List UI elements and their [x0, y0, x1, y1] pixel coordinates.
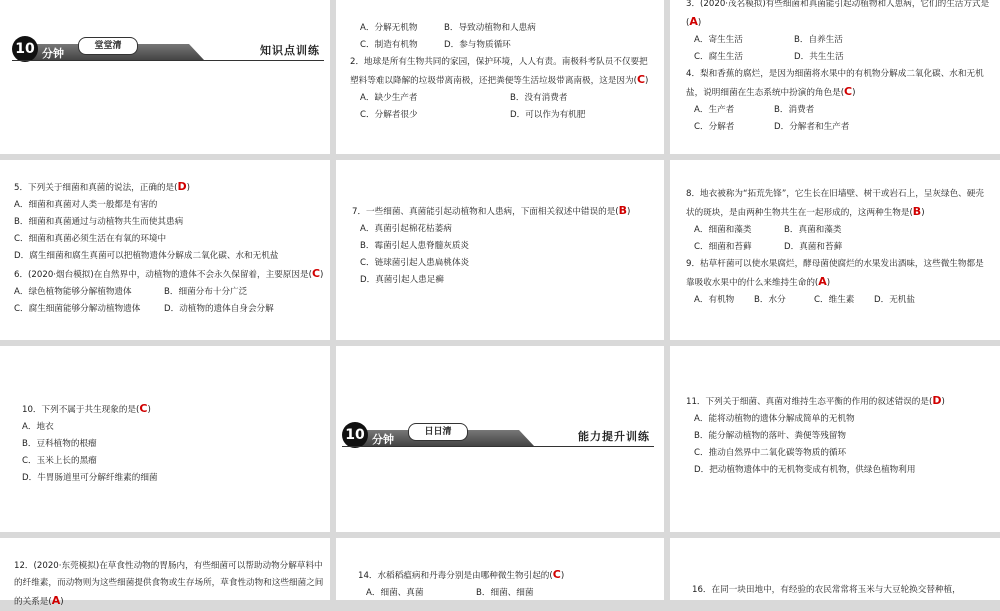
card-q11 [670, 346, 1000, 532]
q3-stem: 3．(2020·茂名模拟)有些细菌和真菌能引起动植物和人患病，它们的生活方式是(A) [686, 0, 990, 28]
q5-stem: 5．下列关于细菌和真菌的说法，正确的是(D) [14, 180, 191, 193]
banner-underline [342, 446, 654, 447]
q9-option-c: C．维生素 [814, 295, 855, 305]
card-q3-q4 [670, 0, 1000, 154]
q5-text: 5．下列关于细菌和真菌的说法，正确的是( [14, 183, 178, 193]
q3-option-a: A．寄生生活 [694, 35, 743, 45]
q2-option-b: B．没有消费者 [510, 93, 568, 103]
q2-stem: 2．地球是所有生物共同的家园，保护环境，人人有责。南极科考队员不仅要把塑料等难以降解的垃圾带离南极，还把粪便等生活垃圾带离南极，这是因为(C) [350, 57, 649, 86]
q6-answer: C [311, 267, 321, 280]
q3-option-d: D．共生生活 [794, 52, 844, 62]
q1-option-c: C．制造有机物 [360, 40, 418, 50]
q14-answer: C [552, 568, 561, 581]
q10-answer: C [139, 402, 148, 415]
q10-stem: 10．下列不属于共生现象的是(C) [22, 402, 151, 415]
q8-option-c: C．细菌和苔藓 [694, 242, 752, 252]
q8-stem: 8．地衣被称为“拓荒先锋”，它生长在旧墙壁、树干或岩石上，呈灰绿色、硬壳状的斑块，是由两种生物共生在一起形成的，这两种生物是(B) [686, 189, 984, 218]
section-banner-ability [342, 422, 654, 448]
q8-option-b: B．真菌和藻类 [784, 225, 842, 235]
card-q16 [670, 538, 1000, 600]
banner-title: 能力提升训练 [578, 430, 650, 443]
banner-tag: 日日清 [408, 423, 468, 441]
q1-option-d: D．参与物质循环 [444, 40, 511, 50]
q2-option-a: A．缺少生产者 [360, 93, 418, 103]
q9-text: 9．枯草杆菌可以使水果腐烂，酵母菌使腐烂的水果发出酒味，这些微生物都是靠吸收水果中的什么来维持生命的( [686, 259, 984, 288]
q16-stem: 16．在同一块田地中，有经验的农民常常将玉米与大豆轮换交替种植， [692, 585, 961, 595]
card-q12 [0, 538, 330, 607]
q7-answer: B [618, 204, 628, 217]
q7-stem: 7．一些细菌、真菌能引起动植物和人患病，下面相关叙述中错误的是(B) [352, 204, 631, 217]
q4-text: 4．梨和香蕉的腐烂，是因为细菌将水果中的有机物分解成二氧化碳、水和无机盐，说明细菌在生态系统中扮演的角色是( [686, 69, 984, 98]
q7-text: 7．一些细菌、真菌能引起动植物和人患病，下面相关叙述中错误的是( [352, 207, 619, 217]
q5-option-d: D．腐生细菌和腐生真菌可以把植物遗体分解成二氧化碳、水和无机盐 [14, 251, 279, 261]
banner-badge: 10 [12, 36, 38, 62]
card-q8-q9 [670, 160, 1000, 340]
q8-text: 8．地衣被称为“拓荒先锋”，它生长在旧墙壁、树干或岩石上，呈灰绿色、硬壳状的斑块，是由两种生物共生在一起形成的，这两种生物是( [686, 189, 984, 218]
q11-option-d: D．把动植物遗体中的无机物变成有机物，供绿色植物利用 [694, 465, 916, 475]
q3-text: 3．(2020·茂名模拟)有些细菌和真菌能引起动植物和人患病，它们的生活方式是( [686, 0, 990, 28]
q12-stem: 12．(2020·东莞模拟)在草食性动物的胃肠内，有些细菌可以帮助动物分解草料中的纤维素，而动物则为这些细菌提供食物或生存场所，草食性动物和这些细菌之间的关系是(A) [14, 561, 324, 607]
card-q7 [336, 160, 664, 340]
card-ability-banner [336, 346, 664, 532]
q9-option-b: B．水分 [754, 295, 786, 305]
banner-badge: 10 [342, 422, 368, 448]
q10-text: 10．下列不属于共生现象的是( [22, 405, 140, 415]
banner-underline [12, 60, 324, 61]
q10-option-c: C．玉米上长的黑瘤 [22, 456, 97, 466]
q2-text: 2．地球是所有生物共同的家园，保护环境，人人有责。南极科考队员不仅要把塑料等难以降解的垃圾带离南极，还把粪便等生活垃圾带离南极，这是因为( [350, 57, 648, 86]
q1-option-b: B．导致动植物和人患病 [444, 23, 536, 33]
q11-option-b: B．能分解动植物的落叶、粪便等残留物 [694, 431, 846, 441]
q10-option-d: D．牛胃肠道里可分解纤维素的细菌 [22, 473, 158, 483]
q11-answer: D [932, 394, 942, 407]
q9-option-d: D．无机盐 [874, 295, 915, 305]
q1-option-a: A．分解无机物 [360, 23, 418, 33]
banner-unit: 分钟 [42, 47, 64, 60]
q9-answer: A [818, 275, 827, 288]
q14-text: 14．水稻稻瘟病和丹毒分别是由哪种微生物引起的( [358, 571, 553, 581]
q12-text: 12．(2020·东莞模拟)在草食性动物的胃肠内，有些细菌可以帮助动物分解草料中的纤维素，而动物则为这些细菌提供食物或生存场所，草食性动物和这些细菌之间的关系是( [14, 561, 324, 607]
q7-option-a: A．真菌引起棉花枯萎病 [360, 224, 452, 234]
card-q14 [336, 538, 664, 600]
q4-stem: 4．梨和香蕉的腐烂，是因为细菌将水果中的有机物分解成二氧化碳、水和无机盐，说明细菌在生态系统中扮演的角色是(C) [686, 69, 984, 98]
q8-answer: B [912, 205, 922, 218]
q5-option-a: A．细菌和真菌对人类一般都是有害的 [14, 200, 158, 210]
q2-option-d: D．可以作为有机肥 [510, 110, 586, 120]
q2-option-c: C．分解者很少 [360, 110, 418, 120]
card-q5-q6 [0, 160, 330, 340]
q14-option-b: B．细菌、细菌 [476, 588, 534, 598]
banner-unit: 分钟 [372, 433, 394, 446]
q7-option-b: B．霉菌引起人患脊髓灰质炎 [360, 241, 470, 251]
q11-option-a: A．能将动植物的遗体分解成简单的无机物 [694, 414, 855, 424]
q11-text: 11．下列关于细菌、真菌对维持生态平衡的作用的叙述错误的是( [686, 397, 933, 407]
q14-option-a: A．细菌、真菌 [366, 588, 424, 598]
q9-stem: 9．枯草杆菌可以使水果腐烂，酵母菌使腐烂的水果发出酒味，这些微生物都是靠吸收水果中的什么来维持生命的(A) [686, 259, 984, 288]
q4-option-b: B．消费者 [774, 105, 815, 115]
q3-option-c: C．腐生生活 [694, 52, 743, 62]
q5-option-b: B．细菌和真菌通过与动植物共生而使其患病 [14, 217, 184, 227]
q7-option-c: C．链球菌引起人患扁桃体炎 [360, 258, 470, 268]
q8-option-a: A．细菌和藻类 [694, 225, 752, 235]
q5-answer: D [177, 180, 187, 193]
banner-title: 知识点训练 [260, 44, 320, 57]
q10-option-a: A．地衣 [22, 422, 54, 432]
q7-option-d: D．真菌引起人患足癣 [360, 275, 444, 285]
q3-option-b: B．自养生活 [794, 35, 843, 45]
q6-option-c: C．腐生细菌能够分解动植物遗体 [14, 304, 141, 314]
card-q1-10min [0, 0, 330, 154]
q6-text: 6．(2020·烟台模拟)在自然界中，动植物的遗体不会永久保留着，主要原因是( [14, 270, 312, 280]
q4-answer: C [844, 85, 853, 98]
card-q10 [0, 346, 330, 532]
q4-option-a: A．生产者 [694, 105, 735, 115]
q11-option-c: C．推动自然界中二氧化碳等物质的循环 [694, 448, 847, 458]
q10-option-b: B．豆科植物的根瘤 [22, 439, 97, 449]
q3-answer: A [689, 15, 698, 28]
q14-stem: 14．水稻稻瘟病和丹毒分别是由哪种微生物引起的(C) [358, 568, 565, 581]
q8-option-d: D．真菌和苔藓 [784, 242, 843, 252]
q6-stem: 6．(2020·烟台模拟)在自然界中，动植物的遗体不会永久保留着，主要原因是(C) [14, 267, 324, 280]
q6-option-b: B．细菌分布十分广泛 [164, 287, 248, 297]
q6-option-d: D．动植物的遗体自身会分解 [164, 304, 274, 314]
q11-stem: 11．下列关于细菌、真菌对维持生态平衡的作用的叙述错误的是(D) [686, 394, 945, 407]
section-banner-knowledge [12, 36, 324, 62]
q2-answer: C [636, 73, 646, 86]
q12-answer: A [51, 594, 61, 607]
q9-option-a: A．有机物 [694, 295, 735, 305]
q6-option-a: A．绿色植物能够分解植物遗体 [14, 287, 132, 297]
q5-option-c: C．细菌和真菌必须生活在有氧的环境中 [14, 234, 167, 244]
card-q1-q2 [336, 0, 664, 154]
banner-tag: 堂堂清 [78, 37, 138, 55]
q4-option-d: D．分解者和生产者 [774, 122, 850, 132]
q4-option-c: C．分解者 [694, 122, 735, 132]
